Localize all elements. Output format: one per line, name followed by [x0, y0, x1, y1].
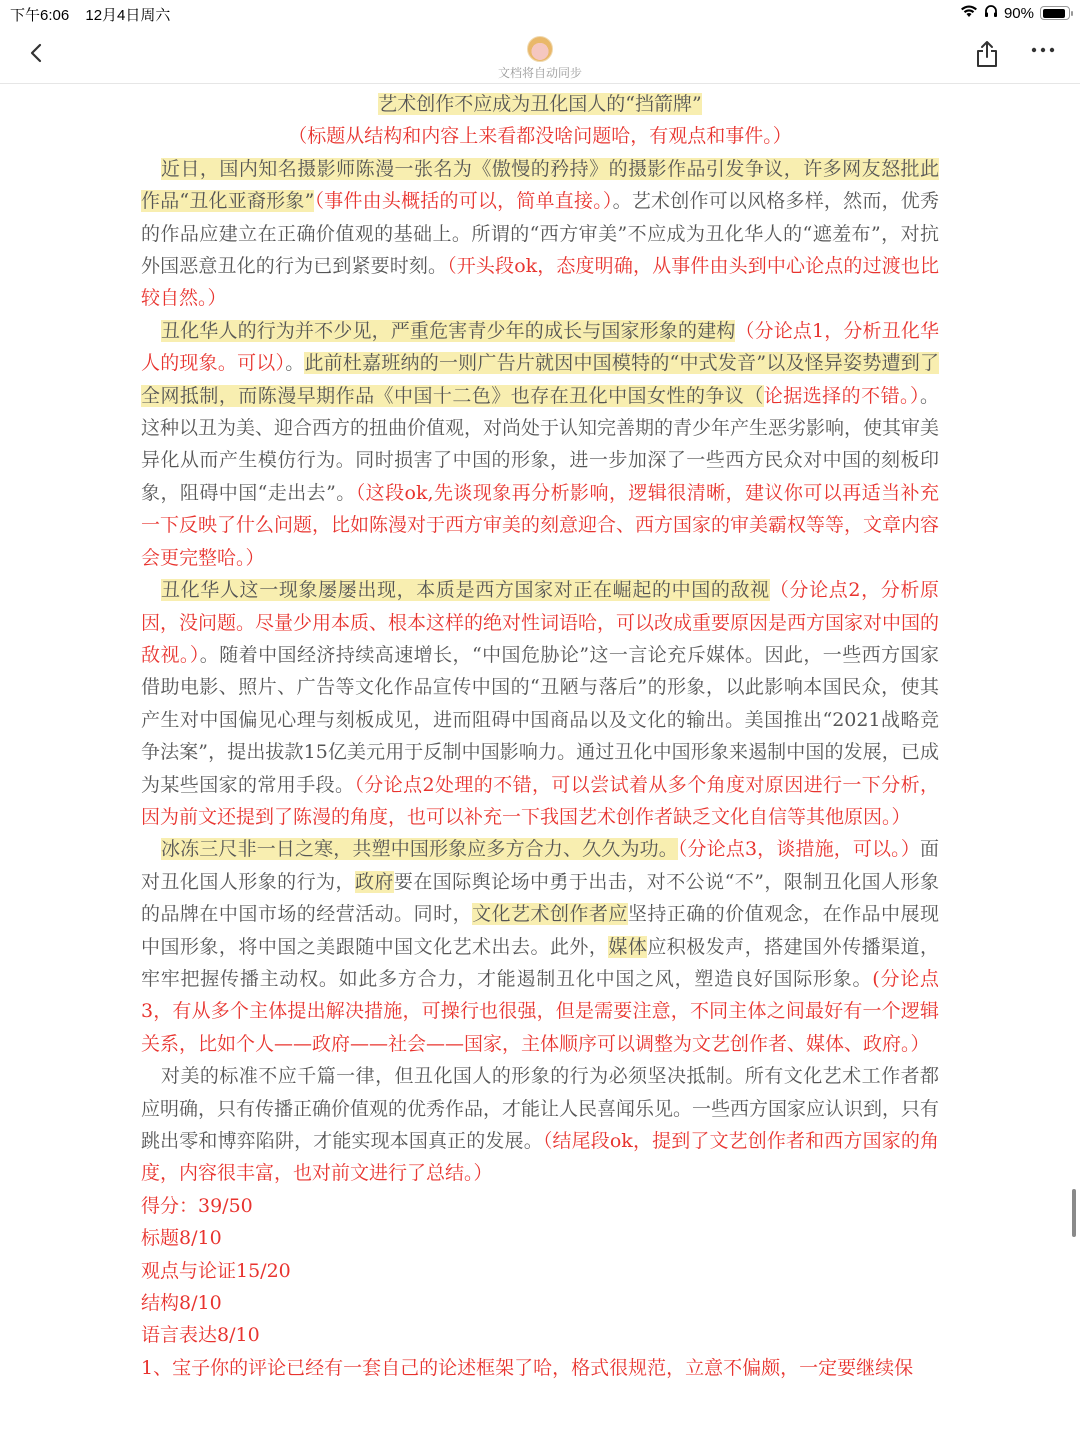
score-item: 观点与论证15/20 [141, 1259, 291, 1282]
score-item: 标题8/10 [141, 1227, 222, 1250]
avatar[interactable] [527, 36, 553, 62]
score-item: 结构8/10 [141, 1292, 222, 1315]
status-bar [0, 0, 1080, 28]
paragraph-point-2: 丑化华人这一现象屡屡出现，本质是西方国家对正在崛起的中国的敌视（分论点2，分析原因，没问题。尽量少用本质、根本这样的绝对性词语哈，可以改成重要原因是西方国家对中国的敌视。）。随着中国经济持续高速增长，“中国危胁论”这一言论充斥媒体。因此，一些西方国家借助电影、照片、广告等文化作品宣传中国的“丑陋与落后”的形象，以此影响本国民众，使其产生对中国偏见心理与刻板成见，进而阻碍中国商品以及文化的输出。美国推出“2021战略竞争法案”，提出拔款15亿美元用于反制中国影响力。通过丑化中国形象来遏制中国的发展，已成为某些国家的常用手段。（分论点2处理的不错，可以尝试着从多个角度对原因进行一下分析，因为前文还提到了陈漫的角度，也可以补充一下我国艺术创作者缺乏文化自信等其他原因。） [141, 579, 940, 828]
status-date: 12月4日周六 [85, 7, 171, 24]
more-button[interactable] [1030, 42, 1058, 62]
scrollbar[interactable] [1072, 1189, 1076, 1237]
headphones-icon [984, 4, 998, 22]
paragraph-intro: 近日，国内知名摄影师陈漫一张名为《傲慢的矜持》的摄影作品引发争议，许多网友怒批此作品“丑化亚裔形象”（事件由头概括的可以，简单直接。）。艺术创作可以风格多样，然而，优秀的作品应建立在正确价值观的基础上。所谓的“西方审美”不应成为丑化华人的“遮羞布”，对抗外国恶意丑化的行为已到紧要时刻。（开头段ok，态度明确，从事件由头到中心论点的过渡也比较自然。） [141, 157, 939, 310]
more-dots-icon [1030, 46, 1056, 54]
document-body[interactable] [141, 88, 939, 1384]
score-item: 语言表达8/10 [141, 1324, 260, 1347]
paragraph-conclusion: 对美的标准不应千篇一律，但丑化国人的形象的行为必须坚决抵制。所有文化艺术工作者都应明确，只有传播正确价值观的优秀作品，才能让人民喜闻乐见。一些西方国家应认识到，只有跳出零和博弈陷阱，才能实现本国真正的发展。（结尾段ok，提到了文艺创作者和西方国家的角度，内容很丰富，也对前文进行了总结。） [141, 1065, 940, 1185]
share-button[interactable] [974, 40, 1000, 68]
share-icon [974, 40, 1000, 68]
final-comment: 1、宝子你的评论已经有一套自己的论述框架了哈，格式很规范，立意不偏颇，一定要继续保 [141, 1356, 914, 1379]
battery-percent: 90% [1003, 4, 1034, 22]
battery-icon [1040, 6, 1070, 20]
title-comment: （标题从结构和内容上来看都没啥问题哈，有观点和事件。） [288, 125, 792, 148]
document-title: 艺术创作不应成为丑化国人的“挡箭牌” [378, 93, 702, 115]
sync-status: 文档将自动同步 [497, 66, 582, 80]
paragraph-point-3: 冰冻三尺非一日之寒，共塑中国形象应多方合力、久久为功。（分论点3，谈措施，可以。）面对丑化国人形象的行为，政府要在国际舆论场中勇于出击，对不公说“不”，限制丑化国人形象的品牌在中国市场的经营活动。同时，文化艺术创作者应坚持正确的价值观念，在作品中展现中国形象，将中国之美跟随中国文化艺术出去。此外，媒体应积极发声，搭建国外传播渠道，牢牢把握传播主动权。如此多方合力，才能遏制丑化中国之风，塑造良好国际形象。(分论点3，有从多个主体提出解决措施，可操行也很强，但是需要注意，不同主体之间最好有一个逻辑关系，比如个人——政府——社会——国家，主体顺序可以调整为文艺创作者、媒体、政府。） [141, 838, 939, 1055]
paragraph-point-1: 丑化华人的行为并不少见，严重危害青少年的成长与国家形象的建构（分论点1，分析丑化华人的现象。可以）。此前杜嘉班纳的一则广告片就因中国模特的“中式发音”以及怪异姿势遭到了全网抵制，而陈漫早期作品《中国十二色》也存在丑化中国女性的争议（论据选择的不错。）。这种以丑为美、迎合西方的扭曲价值观，对尚处于认知完善期的青少年产生恶劣影响，使其审美异化从而产生模仿行为。同时损害了中国的形象，进一步加深了一些西方民众对中国的刻板印象，阻碍中国“走出去”。（这段ok,先谈现象再分析影响，逻辑很清晰，建议你可以再适当补充一下反映了什么问题，比如陈漫对于西方审美的刻意迎合、西方国家的审美霸权等等，文章内容会更完整哈。） [141, 319, 940, 569]
score-total: 得分：39/50 [141, 1194, 253, 1217]
status-time: 下午6:06 [10, 7, 70, 24]
wifi-icon [960, 4, 978, 22]
nav-bar [0, 28, 1080, 84]
